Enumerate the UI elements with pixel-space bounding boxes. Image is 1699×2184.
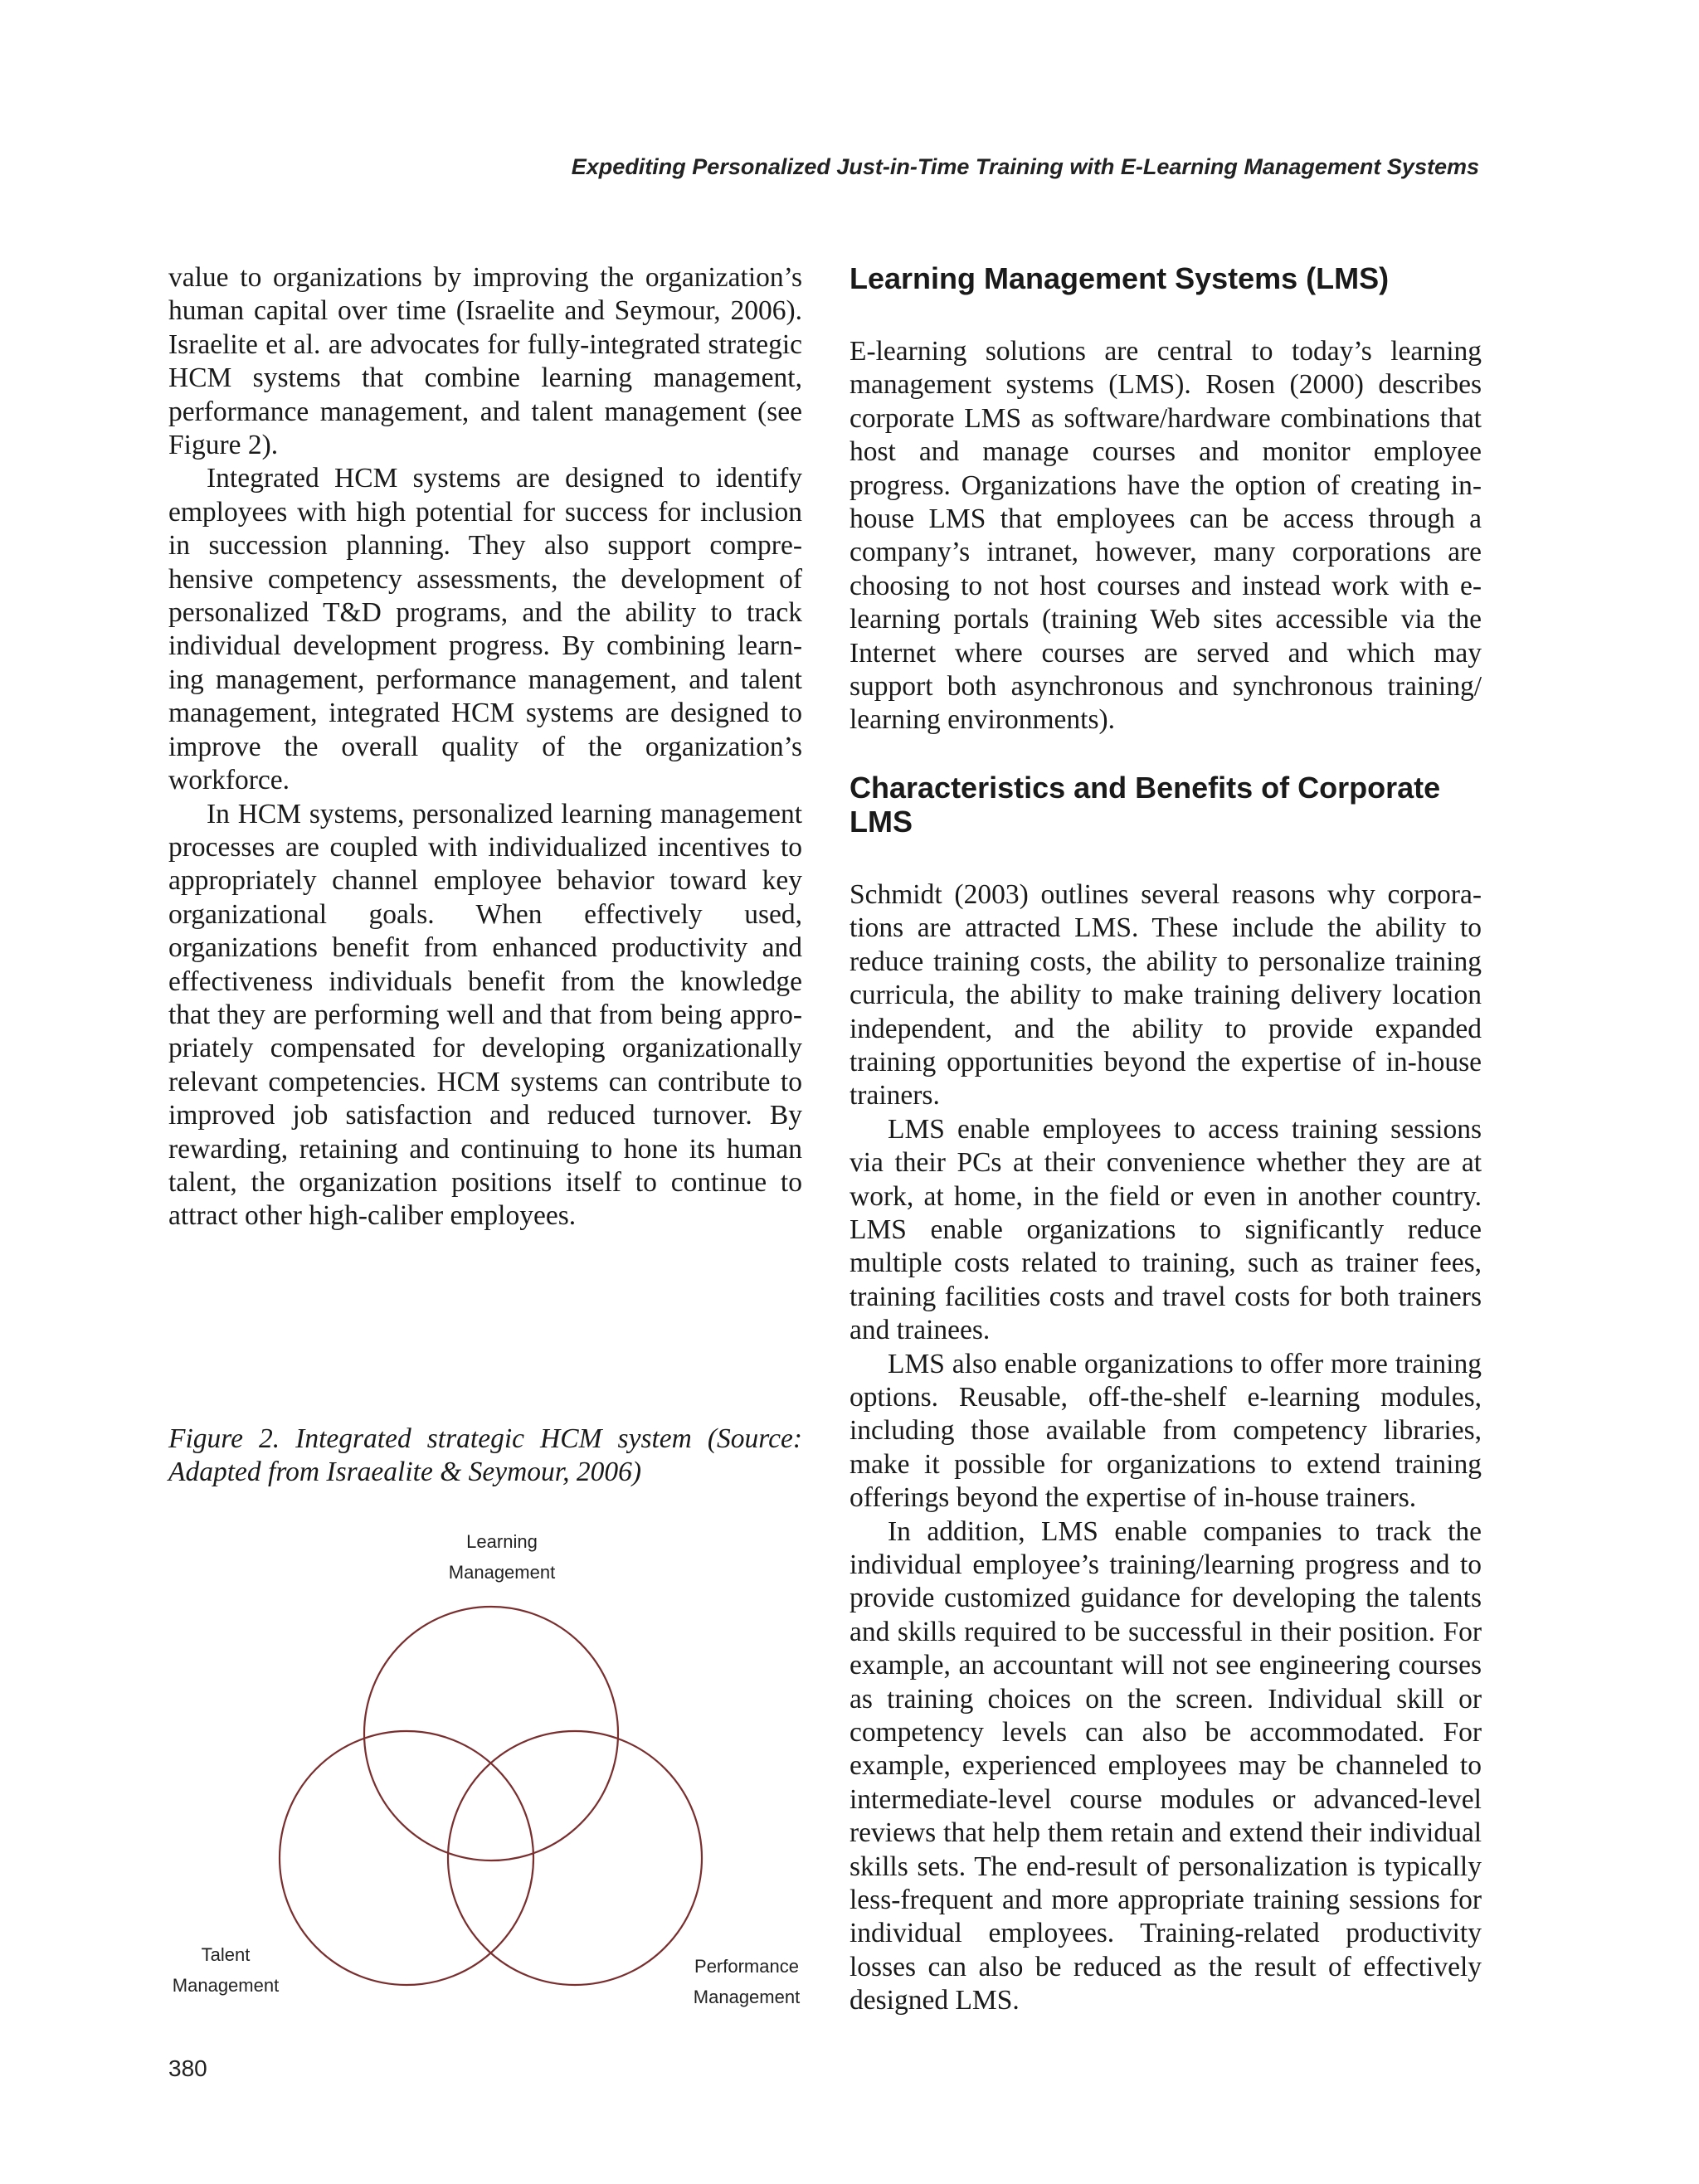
right-column bbox=[850, 261, 1482, 2018]
performance-label-line1: Performance bbox=[694, 1956, 799, 1977]
benefits-paragraph-1: Schmidt (2003) outlines several reasons why corporations are attracted LMS. These include the ability to reduce training costs, the ability to personalize training curricula, the ability to make training delivery location independent, and the ability to provide expanded training opportunities beyond the expertise of in-house trainers. bbox=[850, 878, 1482, 1111]
learning-label-line2: Management bbox=[448, 1562, 556, 1583]
learning-management-circle bbox=[364, 1607, 618, 1861]
performance-management-circle bbox=[448, 1731, 702, 1985]
talent-management-circle bbox=[280, 1731, 533, 1985]
lms-paragraph-1: E-learning solutions are central to today’s learning management systems (LMS). Rosen (2000) describes corporate LMS as software/hardware combinations that host and manage courses and monitor employee progress. Organizations have the option of creating in-house LMS that employees can be access through a company’s intranet, however, many corporations are choosing to not host courses and instead work with e-learning portals (training Web sites accessible via the Internet where courses are served and which may support both asynchronous and synchronous training/​learning environments). bbox=[850, 336, 1482, 736]
left-column bbox=[168, 261, 802, 1233]
benefits-paragraph-4: In addition, LMS enable companies to track the individual employee’s training/learning progress and to provide customized guidance for developing the talents and skills required to be successful in their position. For example, an accountant will not see engineering courses as training choices on the screen. Individual skill or competency levels can also be accommodated. For example, experienced employees may be channeled to intermediate-level course modules or advanced-level reviews that help them retain and extend their individual skills sets. The end-result of personalization is typically less-frequent and more appropriate training sessions for individual employees. Training-related productivity losses can also be reduced as the result of effectively designed LMS. bbox=[850, 1515, 1482, 2016]
venn-diagram-figure bbox=[158, 1522, 821, 2020]
learning-label-line1: Learning bbox=[466, 1531, 538, 1552]
talent-label-line2: Management bbox=[172, 1975, 280, 1996]
left-paragraph-1: value to organizations by improving the organization’s human capital over time (Israelite and Seymour, 2006). Israelite et al. are advocates for fully-integrated strategic HCM systems that combine learning management, performance management, and talent management (see Figure 2). bbox=[168, 262, 802, 461]
page-number: 380 bbox=[168, 2055, 207, 2081]
benefits-paragraph-2: LMS enable employees to access training sessions via their PCs at their convenience whether they are at work, at home, in the field or even in another country. LMS enable organizations to significantly reduce multiple costs related to training, such as trainer fees, training facilities costs and travel costs for both trainers and trainees. bbox=[850, 1113, 1482, 1346]
benefits-paragraph-3: LMS also enable organizations to offer more training options. Reusable, off-the-shelf e-learning modules, including those available from competency libraries, make it possible for organizations to extend training offerings beyond the expertise of in-house trainers. bbox=[850, 1348, 1482, 1514]
venn-diagram bbox=[158, 1522, 821, 2020]
figure-caption: Figure 2. Integrated strategic HCM system (Source: Adapted from Israealite & Seymour, 2006) bbox=[168, 1423, 802, 1488]
performance-label-line2: Management bbox=[693, 1987, 801, 2007]
section-heading-lms: Learning Management Systems (LMS) bbox=[850, 261, 1390, 295]
section-heading-benefits: Characteristics and Benefits of Corporate LMS bbox=[850, 770, 1441, 839]
left-paragraph-3: In HCM systems, personalized learning management processes are coupled with individualized incentives to appropriately channel employee behavior toward key organizational goals. When effectively used, organizations benefit from enhanced productivity and effectiveness individuals benefit from the knowledge that they are performing well and that from being appropriately compensated for developing organizationally relevant competencies. HCM systems can contribute to improved job satisfaction and reduced turnover. By rewarding, retaining and continuing to hone its human talent, the organization positions itself to continue to attract other high-caliber employees. bbox=[168, 798, 802, 1232]
left-paragraph-2: Integrated HCM systems are designed to identify employees with high potential for success for inclusion in succession planning. They also support comprehensive competency assessments, the development of personalized T&D programs, and the ability to track individual development progress. By combining learning management, performance management, and talent management, integrated HCM systems are designed to improve the overall quality of the organization’s workforce. bbox=[168, 463, 802, 796]
talent-label-line1: Talent bbox=[201, 1944, 251, 1965]
running-head: Expediting Personalized Just-in-Time Training with E-Learning Management Systems bbox=[571, 154, 1479, 179]
